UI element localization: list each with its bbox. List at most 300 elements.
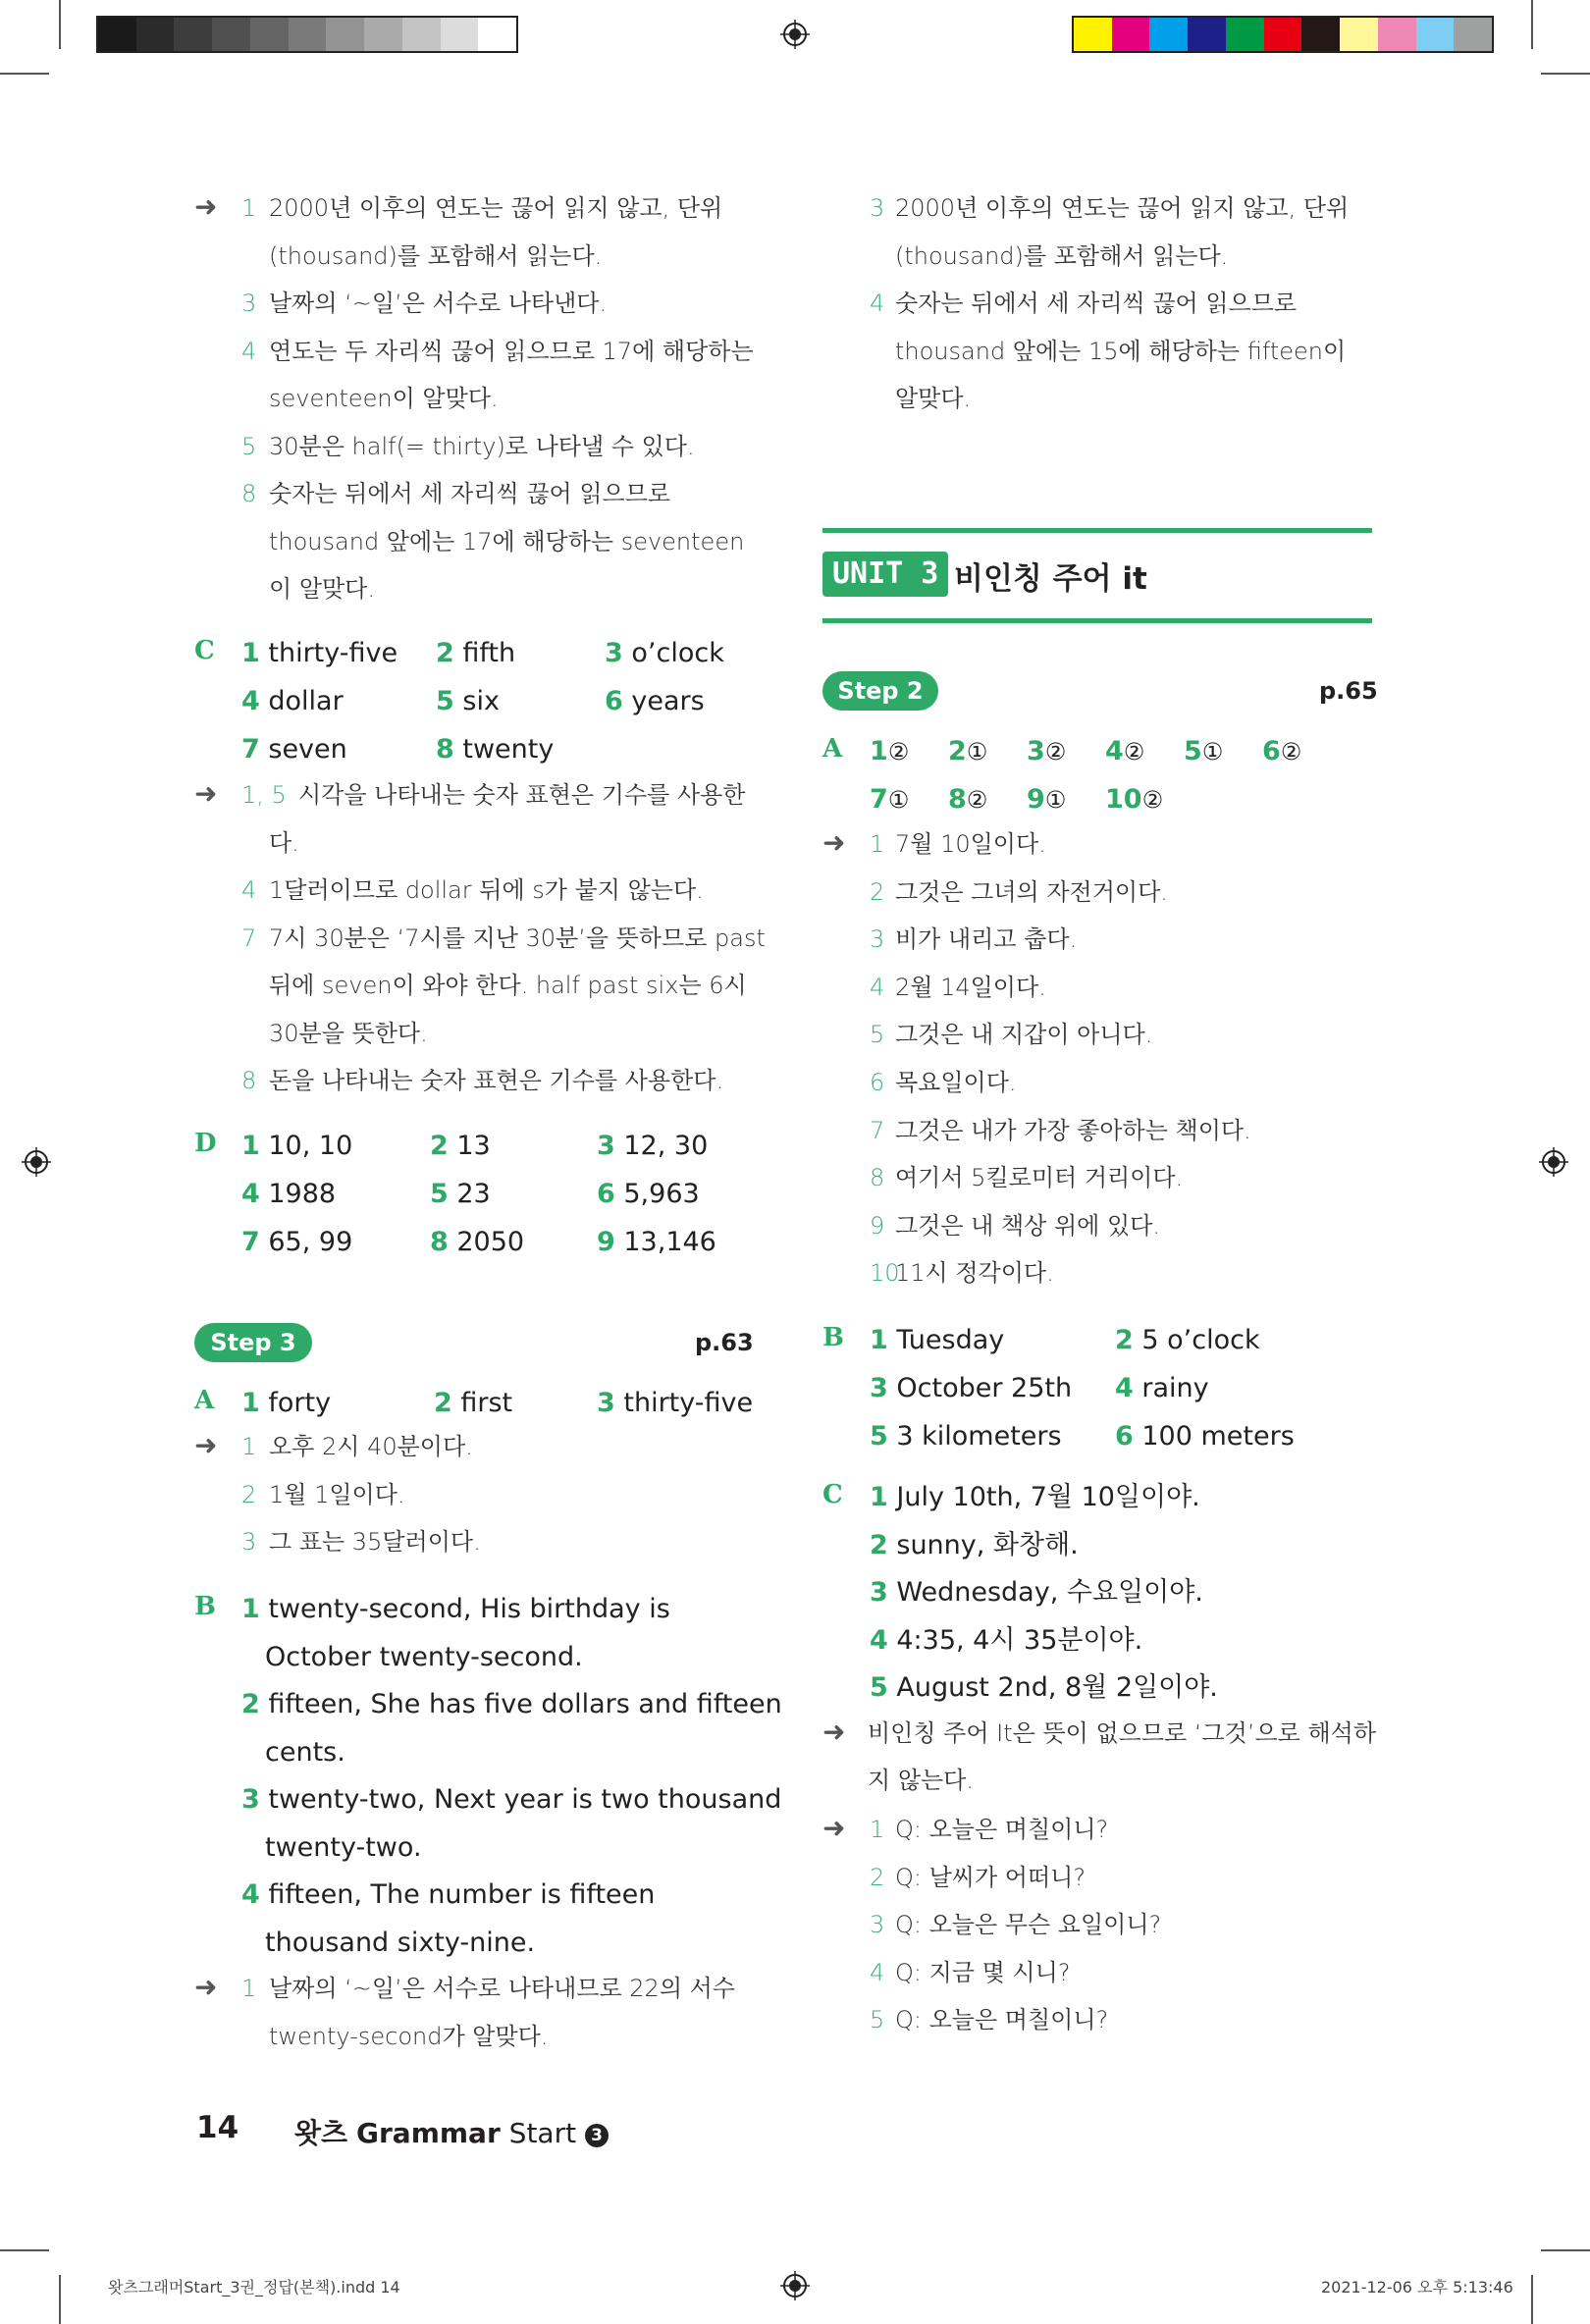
answer-number: 7 (241, 734, 260, 765)
answer-item (430, 1127, 491, 1166)
note-line: 숫자는 뒤에서 세 자리씩 끊어 읽으므로 (895, 290, 1298, 317)
answer-item (1027, 780, 1066, 819)
answer-item (430, 1175, 491, 1214)
answer-number: 1 (870, 1325, 888, 1355)
grey-swatch (136, 18, 175, 51)
answer-text: 10, 10 (259, 1131, 353, 1161)
answer-item (1115, 1321, 1260, 1360)
arrow-icon: ➜ (194, 777, 218, 810)
answer-text: 12, 30 (614, 1131, 709, 1161)
grey-swatch (250, 18, 289, 51)
step3-page-ref: p.63 (695, 1329, 754, 1356)
note-number-text: 3 (241, 290, 257, 317)
note-line: 뒤에 seven이 와야 한다. half past six는 6시 (269, 972, 747, 999)
answer-item (436, 682, 500, 721)
answer-text: 100 meters (1133, 1421, 1295, 1452)
note-number (241, 286, 256, 321)
answer-text: ① (887, 786, 910, 814)
answer-line (265, 1828, 422, 1868)
answer-number: 1 (241, 1388, 260, 1418)
answer-text: ② (966, 786, 988, 814)
note-number-text: 10 (870, 1259, 900, 1288)
note-number-text: 6 (870, 1069, 885, 1096)
answer-number: 1 (241, 638, 260, 668)
answer-number: 3 (241, 1784, 260, 1815)
answer-item (241, 1175, 336, 1214)
answer-item (436, 730, 554, 769)
answer-number: 2 (436, 638, 454, 668)
note-number-text: 2 (241, 1480, 257, 1508)
answer-item (1105, 780, 1163, 819)
note-number-text: 3 (241, 1528, 257, 1556)
answer-item (948, 780, 987, 819)
note-number (870, 1955, 884, 1990)
answer-text: 13,146 (614, 1227, 716, 1257)
answer-number: 5 (1184, 736, 1202, 766)
answer-text: o’clock (622, 638, 724, 668)
answer-text: dollar (259, 686, 344, 716)
note-line: 7월 10일이다. (895, 830, 1046, 858)
answer-text: ② (1123, 738, 1145, 766)
note-line: 여기서 5킬로미터 거리이다. (895, 1164, 1184, 1192)
answer-text: fifteen, The number is fifteen (259, 1879, 656, 1910)
note-line: 이 알맞다. (269, 575, 375, 603)
note-number-text: 5 (241, 432, 257, 460)
answer-text: August 2nd, 8월 2일이야. (887, 1672, 1218, 1703)
answer-number: 8 (948, 784, 967, 815)
registration-mark-icon (780, 2271, 810, 2300)
right-c-main-note-line: 지 않는다. (868, 1767, 974, 1794)
note-number (241, 334, 256, 369)
note-number-text: 4 (241, 337, 257, 365)
color-swatch (1378, 18, 1416, 51)
note-number-text: 4 (870, 1958, 885, 1986)
book-title-start: Start (508, 2117, 577, 2149)
answer-number: 2 (948, 736, 967, 766)
step2-badge: Step 2 (822, 671, 938, 711)
answer-item (1262, 732, 1301, 771)
answer-number: 7 (870, 784, 888, 815)
answer-number: 4 (870, 1624, 888, 1656)
answer-text: first (451, 1388, 513, 1418)
note-line: Q: 날씨가 어떠니? (895, 1863, 1086, 1891)
answer-number: 1 (870, 1482, 888, 1512)
answer-item (241, 1127, 352, 1166)
color-swatch (1416, 18, 1455, 51)
note-line: Q: 오늘은 며칠이니? (895, 2006, 1109, 2034)
answer-item (1027, 732, 1066, 771)
answer-line (265, 1924, 535, 1963)
answer-number: 3 (597, 1131, 615, 1161)
crop-mark (1531, 2275, 1533, 2324)
color-swatch (1340, 18, 1378, 51)
answer-item (597, 1384, 753, 1423)
grey-swatch (326, 18, 364, 51)
color-swatch (1301, 18, 1340, 51)
note-line: 연도는 두 자리씩 끊어 읽으므로 17에 해당하는 (269, 337, 754, 365)
note-number-text: 3 (870, 1911, 885, 1938)
arrow-icon: ➜ (194, 1971, 218, 2003)
note-number-text: 1 (870, 830, 885, 858)
note-line: 그것은 내가 가장 좋아하는 책이다. (895, 1116, 1251, 1144)
note-line: 2월 14일이다. (895, 973, 1046, 1001)
note-line: 날짜의 ‘~일’은 서수로 나타내므로 22의 서수 (269, 1975, 735, 2002)
answer-text: twenty (453, 734, 555, 765)
answer-number: 3 (870, 1373, 888, 1403)
section-letter-a: A (194, 1386, 215, 1415)
grey-calibration-strip (96, 16, 518, 53)
page-number: 14 (196, 2110, 239, 2145)
answer-number: 6 (597, 1179, 615, 1209)
answer-line (265, 1733, 345, 1772)
answer-item (870, 1668, 1218, 1708)
note-line: Q: 오늘은 무슨 요일이니? (895, 1911, 1162, 1938)
answer-number: 3 (605, 638, 623, 668)
note-line: 2000년 이후의 연도는 끊어 읽지 않고, 단위 (269, 194, 723, 222)
crop-mark (0, 73, 49, 75)
color-swatch (1188, 18, 1226, 51)
step2-page-ref: p.65 (1319, 677, 1378, 705)
note-number (870, 2002, 884, 2037)
crop-mark (1541, 73, 1590, 75)
answer-item (870, 1573, 1203, 1612)
note-number-text: 8 (870, 1164, 885, 1192)
book-title-korean: 왓츠 (294, 2117, 348, 2149)
note-line: 알맞다. (895, 385, 972, 412)
note-number (241, 777, 287, 813)
answer-line (241, 1590, 670, 1629)
answer-item (948, 732, 987, 771)
grey-swatch (98, 18, 136, 51)
answer-text: fifteen, She has five dollars and fifteen (259, 1689, 782, 1719)
note-number-text: 4 (870, 973, 885, 1001)
answer-item (597, 1175, 700, 1214)
answer-text: twenty-two. (265, 1831, 422, 1863)
answer-item (430, 1223, 524, 1262)
answer-text: twenty-second, His birthday is (259, 1594, 670, 1624)
answer-text: 2050 (448, 1227, 525, 1257)
note-line: 30분은 half(= thirty)로 나타낼 수 있다. (269, 432, 695, 460)
answer-item (1115, 1417, 1295, 1456)
answer-text: thirty-five (614, 1388, 754, 1418)
slug-file: 왓츠그래머Start_3권_정답(본책).indd 14 (108, 2278, 400, 2297)
answer-number: 8 (436, 734, 454, 765)
answer-line (241, 1780, 781, 1820)
answer-line (241, 1685, 782, 1724)
answer-number: 6 (605, 686, 623, 716)
answer-text: cents. (265, 1736, 345, 1768)
note-number (241, 190, 256, 226)
answer-item (597, 1223, 716, 1262)
answer-number: 5 (430, 1179, 449, 1209)
answer-item (870, 1369, 1072, 1408)
answer-number: 4 (241, 1879, 260, 1910)
answer-text: ② (1141, 786, 1164, 814)
note-line: 다. (269, 828, 299, 857)
note-number-text: 5 (870, 2006, 885, 2034)
volume-badge: 3 (585, 2124, 609, 2147)
answer-number: 5 (436, 686, 454, 716)
unit-rule-bottom (822, 618, 1372, 623)
note-number-text: 1 (870, 1816, 885, 1843)
answer-number: 1 (870, 736, 888, 766)
answer-text: seven (259, 734, 347, 765)
section-letter-b: B (822, 1323, 844, 1352)
color-swatch (1074, 18, 1112, 51)
answer-text: July 10th, 7월 10일이야. (887, 1482, 1200, 1512)
crop-mark (59, 0, 61, 49)
note-number-text: 3 (870, 925, 885, 954)
note-line: 숫자는 뒤에서 세 자리씩 끊어 읽으므로 (269, 480, 671, 507)
answer-item (605, 634, 724, 673)
answer-text: ① (966, 738, 988, 766)
registration-mark-icon (1539, 1147, 1568, 1177)
answer-text: sunny, 화창해. (887, 1529, 1079, 1560)
answer-text: 23 (448, 1179, 491, 1209)
registration-mark-icon (780, 20, 810, 49)
answer-item (1115, 1369, 1209, 1408)
note-number-text: 4 (241, 876, 257, 904)
note-number-text: 1 (241, 194, 257, 222)
crop-mark (1531, 0, 1533, 49)
note-number (241, 1971, 256, 2006)
answer-item (870, 1321, 1004, 1360)
note-line: 30분을 뜻한다. (269, 1019, 428, 1047)
note-number (241, 1524, 256, 1559)
arrow-icon: ➜ (822, 1716, 846, 1748)
section-letter-c: C (194, 636, 215, 665)
answer-text: six (453, 686, 500, 716)
answer-item (241, 1223, 352, 1262)
answer-line (241, 1875, 655, 1915)
answer-text: ② (1044, 738, 1067, 766)
answer-item (870, 1621, 1142, 1661)
note-line: 그것은 내 지갑이 아니다. (895, 1021, 1153, 1049)
answer-number: 4 (1115, 1373, 1134, 1403)
unit-title: 비인칭 주어 it (954, 561, 1147, 597)
note-line: thousand 앞에는 17에 해당하는 seventeen (269, 527, 745, 555)
note-number-text: 1, 5 (241, 781, 287, 809)
crop-mark (59, 2275, 61, 2324)
grey-swatch (289, 18, 327, 51)
answer-item (436, 634, 515, 673)
note-number (241, 429, 256, 464)
answer-item (870, 780, 909, 819)
note-line: 돈을 나타내는 숫자 표현은 기수를 사용한다. (269, 1067, 724, 1094)
note-line: 비가 내리고 춥다. (895, 925, 1078, 954)
note-number (870, 874, 884, 910)
note-number (241, 1429, 256, 1464)
answer-number: 2 (434, 1388, 452, 1418)
note-number-text: 3 (870, 194, 885, 222)
answer-text: 1988 (259, 1179, 337, 1209)
grey-swatch (478, 18, 516, 51)
note-number-text: 2 (870, 877, 885, 906)
answer-item (597, 1127, 708, 1166)
book-title-grammar: Grammar (356, 2117, 501, 2149)
grey-swatch (174, 18, 212, 51)
arrow-icon: ➜ (822, 826, 846, 859)
answer-text: 13 (448, 1131, 491, 1161)
answer-text: 5,963 (614, 1179, 700, 1209)
note-number (870, 1208, 884, 1243)
answer-text: years (622, 686, 705, 716)
answer-number: 1 (241, 1594, 260, 1624)
note-number (870, 286, 884, 321)
answer-number: 5 (870, 1421, 888, 1452)
answer-number: 3 (870, 1577, 888, 1608)
arrow-icon: ➜ (822, 1812, 846, 1844)
section-letter-a: A (822, 734, 843, 764)
answer-text: fifth (453, 638, 516, 668)
note-line: 그것은 그녀의 자전거이다. (895, 877, 1168, 906)
note-number-text: 7 (241, 924, 257, 952)
answer-number: 8 (430, 1227, 449, 1257)
note-number (870, 826, 884, 862)
answer-text: 3 kilometers (887, 1421, 1062, 1452)
answer-number: 9 (597, 1227, 615, 1257)
answer-number: 1 (241, 1131, 260, 1161)
grey-swatch (212, 18, 250, 51)
note-number (241, 1063, 256, 1098)
note-number (870, 190, 884, 226)
grey-swatch (364, 18, 402, 51)
answer-text: ② (887, 738, 910, 766)
note-line: Q: 지금 몇 시니? (895, 1958, 1071, 1986)
answer-text: October twenty-second. (265, 1641, 583, 1672)
section-letter-b: B (194, 1592, 216, 1621)
answer-text: thousand sixty-nine. (265, 1927, 536, 1958)
note-number (241, 872, 256, 908)
note-line: thousand 앞에는 15에 해당하는 fifteen이 (895, 337, 1347, 365)
color-swatch (1149, 18, 1188, 51)
answer-number: 3 (1027, 736, 1045, 766)
answer-item (241, 730, 347, 769)
color-swatch (1226, 18, 1264, 51)
note-number-text: 1 (241, 1975, 257, 2002)
answer-item (1184, 732, 1223, 771)
answer-item (605, 682, 705, 721)
answer-item (434, 1384, 512, 1423)
note-line: 그것은 내 책상 위에 있다. (895, 1211, 1160, 1240)
note-line: 목요일이다. (895, 1069, 1017, 1096)
answer-text: rainy (1133, 1373, 1209, 1403)
note-line: seventeen이 알맞다. (269, 385, 499, 412)
note-line: 시각을 나타내는 숫자 표현은 기수를 사용한 (298, 781, 746, 809)
answer-text: 5 o’clock (1133, 1325, 1260, 1355)
note-number (870, 970, 884, 1005)
note-line: Q: 오늘은 며칠이니? (895, 1816, 1109, 1843)
answer-number: 2 (870, 1529, 888, 1560)
answer-text: ① (1044, 786, 1067, 814)
arrow-icon: ➜ (194, 190, 218, 223)
note-line: 그 표는 35달러이다. (269, 1528, 481, 1556)
note-line: twenty-second가 알맞다. (269, 2022, 549, 2050)
book-title (294, 2112, 609, 2151)
note-number (870, 1113, 884, 1148)
right-c-main-note-line: 비인칭 주어 It은 뜻이 없으므로 ‘그것’으로 해석하 (868, 1719, 1377, 1747)
color-swatch (1454, 18, 1492, 51)
color-swatch (1112, 18, 1150, 51)
color-calibration-strip (1072, 16, 1494, 53)
unit-rule-top (822, 528, 1372, 533)
crop-mark (1541, 2249, 1590, 2251)
note-line: (thousand)를 포함해서 읽는다. (895, 241, 1229, 270)
answer-text: 4:35, 4시 35분이야. (887, 1624, 1143, 1656)
answer-number: 6 (1115, 1421, 1134, 1452)
answer-number: 5 (870, 1672, 888, 1703)
slug-date: 2021-12-06 오후 5:13:46 (1321, 2278, 1513, 2297)
answer-number: 4 (1105, 736, 1124, 766)
note-number-text: 8 (241, 480, 257, 507)
note-line: 오후 2시 40분이다. (269, 1433, 473, 1460)
answer-item (1105, 732, 1144, 771)
grey-swatch (402, 18, 441, 51)
answer-text: thirty-five (259, 638, 398, 668)
answer-number: 4 (241, 1179, 260, 1209)
answer-text: Wednesday, 수요일이야. (887, 1577, 1203, 1608)
note-number (870, 1160, 884, 1195)
answer-number: 3 (597, 1388, 615, 1418)
note-number-text: 1 (241, 1433, 257, 1460)
answer-item (870, 732, 909, 771)
note-number-text: 4 (870, 290, 885, 317)
answer-number: 6 (1262, 736, 1281, 766)
registration-mark-icon (22, 1147, 51, 1177)
note-number (870, 1017, 884, 1052)
grey-swatch (441, 18, 479, 51)
answer-text: Tuesday (887, 1325, 1005, 1355)
note-number (241, 921, 256, 956)
answer-number: 2 (430, 1131, 449, 1161)
section-letter-d: D (194, 1129, 217, 1158)
note-line: 1달러이므로 dollar 뒤에 s가 붙지 않는다. (269, 876, 704, 904)
answer-number: 4 (241, 686, 260, 716)
note-number-text: 5 (870, 1021, 885, 1049)
note-line: 2000년 이후의 연도는 끊어 읽지 않고, 단위 (895, 194, 1350, 222)
answer-text: twenty-two, Next year is two thousand (259, 1784, 782, 1815)
answer-number: 7 (241, 1227, 260, 1257)
answer-item (870, 1417, 1062, 1456)
note-number (241, 476, 256, 511)
note-number (870, 1065, 884, 1100)
answer-item (870, 1526, 1079, 1565)
answer-text: 65, 99 (259, 1227, 353, 1257)
note-line: (thousand)를 포함해서 읽는다. (269, 241, 603, 270)
answer-number: 2 (241, 1689, 260, 1719)
unit-badge: UNIT 3 (822, 552, 948, 597)
note-number-text: 8 (241, 1067, 257, 1094)
answer-number: 9 (1027, 784, 1045, 815)
section-letter-c: C (822, 1480, 843, 1509)
answer-text: ① (1201, 738, 1224, 766)
note-line: 1월 1일이다. (269, 1480, 405, 1508)
note-line: 날짜의 ‘~일’은 서수로 나타낸다. (269, 290, 608, 317)
note-line: 11시 정각이다. (895, 1259, 1054, 1288)
answer-text: October 25th (887, 1373, 1073, 1403)
color-swatch (1264, 18, 1302, 51)
note-number (870, 1907, 884, 1942)
answer-item (241, 682, 344, 721)
answer-number: 10 (1105, 784, 1142, 815)
crop-mark (0, 2249, 49, 2251)
answer-line (265, 1638, 583, 1677)
arrow-icon: ➜ (194, 1429, 218, 1461)
note-number (870, 1860, 884, 1895)
note-number-text: 2 (870, 1863, 885, 1891)
answer-number: 2 (1115, 1325, 1134, 1355)
note-line: 7시 30분은 ‘7시를 지난 30분’을 뜻하므로 past (269, 924, 766, 952)
